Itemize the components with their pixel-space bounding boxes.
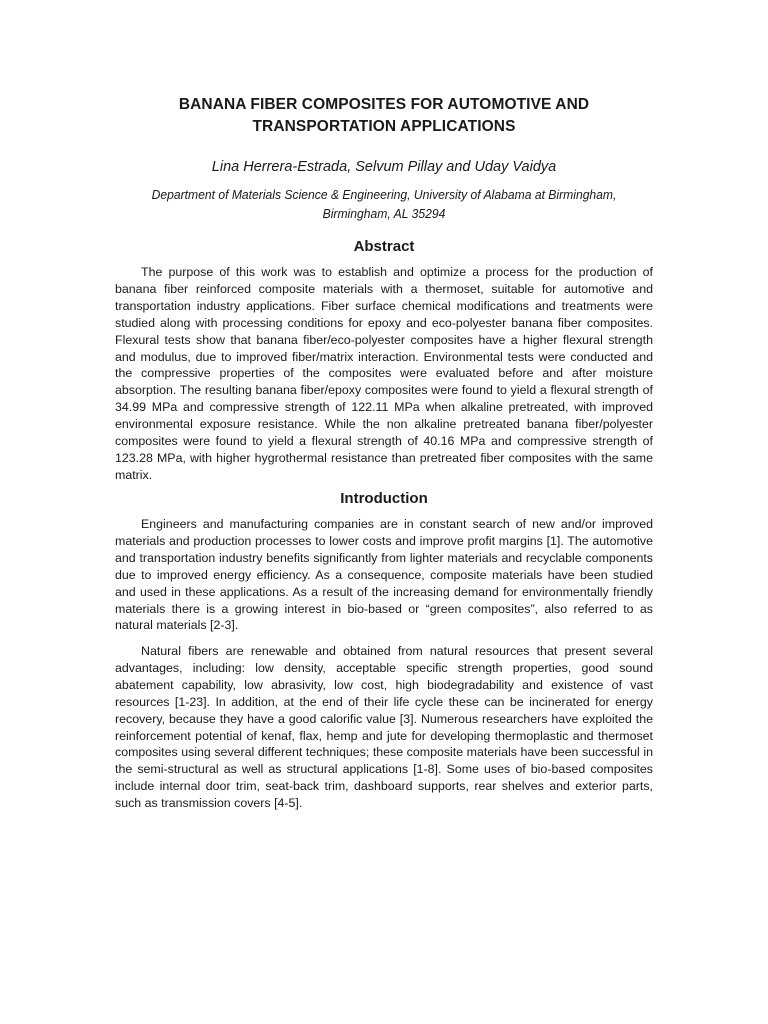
paper-title-line-2: TRANSPORTATION APPLICATIONS xyxy=(252,118,516,135)
introduction-paragraph-2 xyxy=(115,643,653,812)
affiliation-line-1: Department of Materials Science & Engineering, University of Alabama at Birmingham, xyxy=(151,187,617,202)
paper-title-line-1: BANANA FIBER COMPOSITES FOR AUTOMOTIVE AND xyxy=(178,96,590,113)
paper-affiliation xyxy=(132,185,636,223)
abstract-heading: Abstract xyxy=(353,238,415,255)
affiliation-line-2: Birmingham, AL 35294 xyxy=(322,206,446,221)
introduction-paragraph-2-text: Natural fibers are renewable and obtained from natural resources that present several advantages, including: low density, acceptable specific strength properties, good sound abatement capability, low abrasivity, low cost, high biodegradability and existence of vast resources [1-23]. In addition, at the end of their life cycle these can be incinerated for energy recovery, because they have a good calorific value [3]. Numerous researchers have exploited the reinforcement potential of kenaf, flax, hemp and jute for developing thermoplastic and thermoset composites using several different techniques; these composite materials have been successful in the semi-structural as well as structural applications [1-8]. Some uses of bio-based composites include internal door trim, seat-back trim, dashboard supports, rear shelves and exterior parts, such as transmission covers [4-5]. xyxy=(115,644,653,811)
introduction-heading: Introduction xyxy=(340,490,428,507)
abstract-text: The purpose of this work was to establish and optimize a process for the production of banana fiber reinforced composite materials with a thermoset, suitable for automotive and transportation industry applications. Fiber surface chemical modifications and treatments were studied along with processing conditions for epoxy and eco-polyester banana fiber composites. Flexural tests show that banana fiber/eco-polyester composites have a higher flexural strength and modulus, due to improved fiber/matrix interaction. Environmental tests were conducted and the compressive properties of the composites were evaluated before and after moisture absorption. The resulting banana fiber/epoxy composites were found to yield a flexural strength of 34.99 MPa and compressive strength of 122.11 MPa when alkaline pretreated, with improved environmental exposure resistance. While the non alkaline pretreated banana fiber/polyester composites were found to yield a flexural strength of 40.16 MPa and compressive strength of 123.28 MPa, with higher hygrothermal resistance than pretreated fiber composites with the same matrix. xyxy=(115,265,653,482)
abstract-paragraph xyxy=(115,264,653,484)
introduction-paragraph-1 xyxy=(115,516,653,634)
introduction-paragraph-1-text: Engineers and manufacturing companies are in constant search of new and/or improved materials and production processes to lower costs and improve profit margins [1]. The automotive and transportation industry benefits significantly from lighter materials and recyclable components due to improved energy efficiency. As a consequence, composite materials have been studied and used in these applications. As a result of the increasing demand for environmentally friendly materials there is a growing interest in bio-based or “green composites”, also referred to as natural materials [2-3]. xyxy=(115,517,653,633)
paper-authors: Lina Herrera-Estrada, Selvum Pillay and Uday Vaidya xyxy=(211,159,557,175)
paper-title xyxy=(100,94,668,138)
